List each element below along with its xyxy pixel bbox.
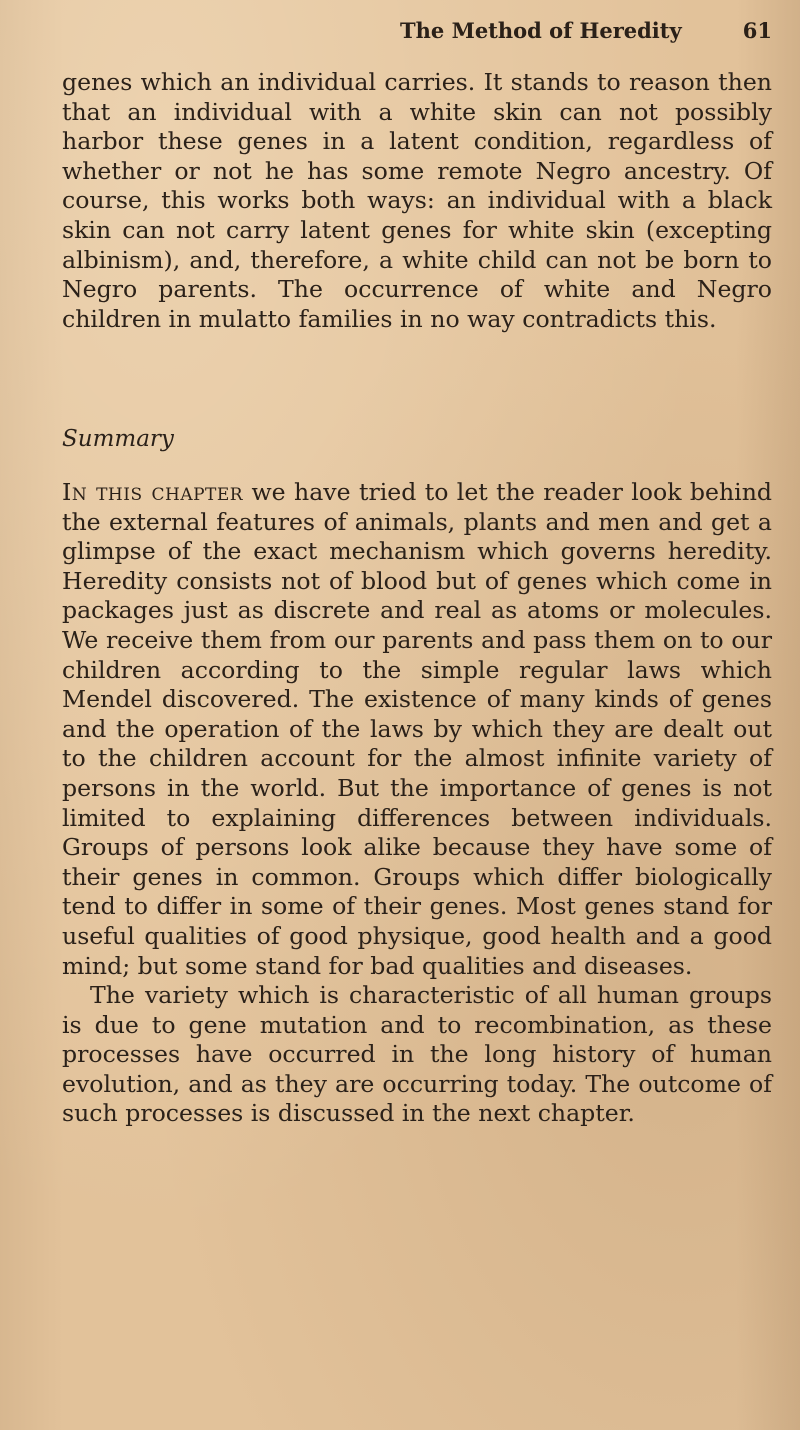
summary-text-block [62, 478, 772, 1129]
section-heading: Summary [62, 426, 174, 452]
summary-lead-in: In this chapter [62, 478, 244, 506]
summary-paragraph-1 [62, 478, 772, 981]
running-head [400, 18, 772, 48]
page-number: 61 [742, 18, 772, 43]
running-head-title: The Method of Heredity [400, 18, 682, 43]
summary-paragraph-2: The variety which is characteristic of all human groups is due to gene mutation and to recombination, as these processes have occurred in the long history of human evolution, and as they are occurring today. The outcome of such processes is discussed in the next chapter. [62, 981, 772, 1128]
summary-paragraph-1-body: we have tried to let the reader look behind the external features of animals, plants and men and get a glimpse of the exact mechanism which governs heredity. Heredity consists not of blood but of genes which come in packages just as discrete and real as atoms or molecules. We receive them from our parents and pass them on to our children according to the simple regular laws which Mendel discovered. The existence of many kinds of genes and the operation of the laws by which they are dealt out to the children account for the almost infinite variety of persons in the world. But the importance of genes is not limited to explaining differences between individuals. Groups of persons look alike because they have some of their genes in common. Groups which differ biologically tend to differ in some of their genes. Most genes stand for useful qualities of good physique, good health and a good mind; but some stand for bad qualities and diseases. [62, 478, 772, 980]
continued-paragraph: genes which an individual carries. It stands to reason then that an individual with a white skin can not possibly harbor these genes in a latent condition, regardless of whether or not he has some remote Negro ancestry. Of course, this works both ways: an individual with a black skin can not carry latent genes for white skin (excepting albinism), and, therefore, a white child can not be born to Negro parents. The occurrence of white and Negro children in mulatto families in no way contradicts this. [62, 68, 772, 333]
continued-text-block [62, 68, 772, 334]
